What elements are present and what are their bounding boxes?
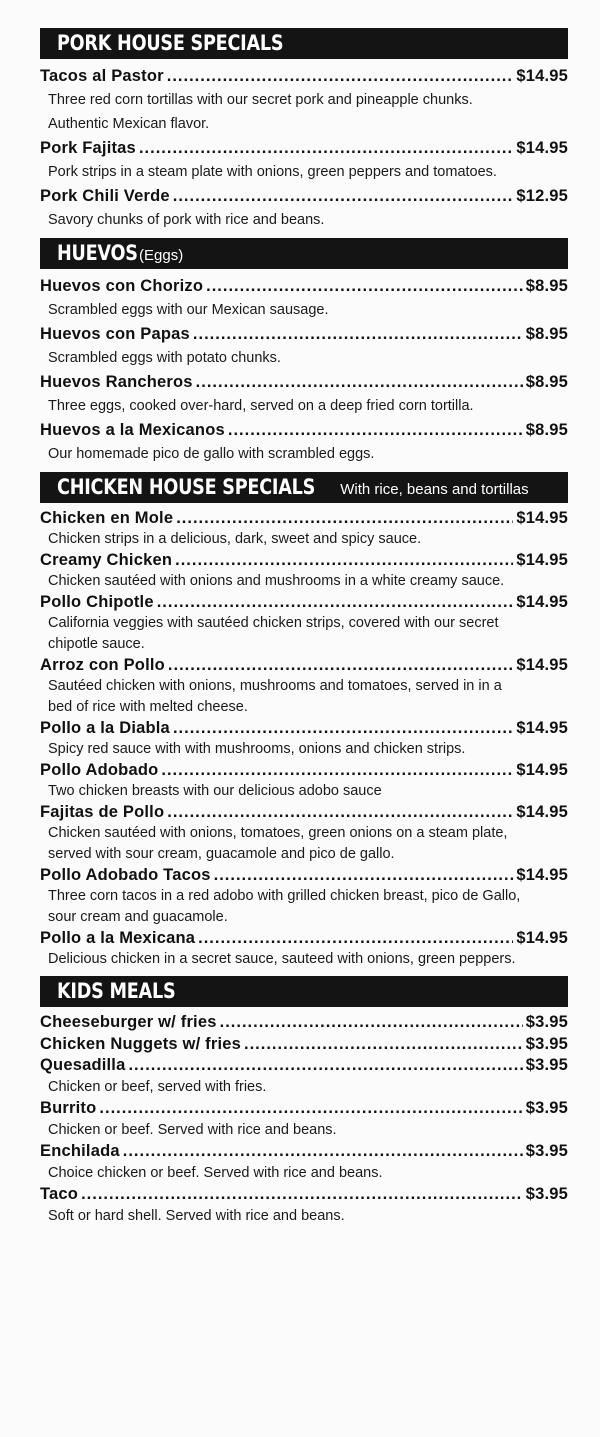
item-description: Sautéed chicken with onions, mushrooms and tomatoes, served in in a bed of rice with melted cheese. <box>48 678 502 715</box>
menu-item <box>40 928 568 949</box>
dot-leader <box>193 322 523 346</box>
dot-leader <box>161 760 513 781</box>
item-name: Taco <box>40 1185 79 1203</box>
item-price: $14.95 <box>516 551 568 569</box>
huevos-section <box>40 238 568 466</box>
section-subtitle: (Eggs) <box>139 247 184 264</box>
item-description: Our homemade pico de gallo with scrambled eggs. <box>48 446 375 462</box>
item-name: Creamy Chicken <box>40 551 173 569</box>
item-description: Delicious chicken in a secret sauce, sauteed with onions, green peppers. <box>48 951 516 967</box>
item-price: $14.95 <box>516 866 568 884</box>
section-title: KIDS MEALS <box>57 979 176 1003</box>
item-name: Tacos al Pastor <box>40 67 164 85</box>
dot-leader <box>244 1034 523 1056</box>
menu-item <box>40 370 568 394</box>
dot-leader <box>173 184 514 208</box>
item-description: Chicken sautéed with onions and mushrooms in a white creamy sauce. <box>48 573 505 589</box>
dot-leader <box>214 865 514 886</box>
menu-item <box>40 418 568 442</box>
item-description: Choice chicken or beef. Served with rice and beans. <box>48 1164 383 1181</box>
item-name: Pork Fajitas <box>40 139 136 157</box>
item-description: Three corn tacos in a red adobo with grilled chicken breast, pico de Gallo, sour cream and guacamole. <box>48 888 521 925</box>
item-name: Cheeseburger w/ fries <box>40 1013 217 1031</box>
item-description: Scrambled eggs with potato chunks. <box>48 350 281 366</box>
menu-item <box>40 274 568 298</box>
item-name: Burrito <box>40 1099 97 1117</box>
item-name: Pollo Chipotle <box>40 593 154 611</box>
item-description: Scrambled eggs with our Mexican sausage. <box>48 302 329 318</box>
item-name: Chicken Nuggets w/ fries <box>40 1034 242 1053</box>
dot-leader <box>196 370 523 394</box>
item-name: Fajitas de Pollo <box>40 803 165 821</box>
item-name: Pollo Adobado Tacos <box>40 866 211 884</box>
item-name: Huevos con Chorizo <box>40 277 204 295</box>
item-list <box>40 59 568 232</box>
menu-item <box>40 1055 568 1077</box>
menu-item <box>40 550 568 571</box>
item-name: Pork Chili Verde <box>40 187 170 205</box>
menu-item <box>40 1098 568 1120</box>
item-price: $8.95 <box>525 277 568 295</box>
item-list <box>40 503 568 970</box>
kids-section <box>40 976 568 1227</box>
section-title: HUEVOS <box>57 241 138 265</box>
item-description: Chicken or beef. Served with rice and beans. <box>48 1121 337 1138</box>
menu-item <box>40 1184 568 1206</box>
item-name: Chicken en Mole <box>40 509 174 527</box>
dot-leader <box>99 1098 522 1120</box>
dot-leader <box>157 592 514 613</box>
dot-leader <box>228 418 523 442</box>
menu-page <box>40 28 568 1233</box>
section-subtitle: With rice, beans and tortillas <box>340 481 529 498</box>
item-description: Chicken or beef, served with fries. <box>48 1078 267 1095</box>
item-list <box>40 1007 568 1227</box>
item-description: Chicken strips in a delicious, dark, sweet and spicy sauce. <box>48 531 422 547</box>
menu-item <box>40 718 568 739</box>
item-name: Pollo a la Diabla <box>40 719 170 737</box>
item-price: $3.95 <box>525 1034 568 1053</box>
dot-leader <box>176 508 513 529</box>
item-price: $8.95 <box>525 373 568 391</box>
menu-item <box>40 184 568 208</box>
item-price: $14.95 <box>516 67 568 85</box>
dot-leader <box>139 136 513 160</box>
item-price: $14.95 <box>516 509 568 527</box>
item-name: Huevos a la Mexicanos <box>40 421 225 439</box>
item-price: $3.95 <box>525 1099 568 1117</box>
section-title: CHICKEN HOUSE SPECIALS <box>57 475 316 499</box>
menu-item <box>40 592 568 613</box>
item-description: Two chicken breasts with our delicious adobo sauce <box>48 783 382 799</box>
item-description: Soft or hard shell. Served with rice and beans. <box>48 1207 345 1224</box>
section-title: PORK HOUSE SPECIALS <box>57 31 284 55</box>
menu-item <box>40 1034 568 1056</box>
item-name: Enchilada <box>40 1142 120 1160</box>
item-name: Pollo a la Mexicana <box>40 929 196 947</box>
item-price: $8.95 <box>525 421 568 439</box>
item-name: Huevos con Papas <box>40 325 190 343</box>
item-price: $3.95 <box>525 1013 568 1031</box>
dot-leader <box>206 274 523 298</box>
menu-item <box>40 655 568 676</box>
item-name: Quesadilla <box>40 1056 126 1074</box>
pork-section <box>40 28 568 232</box>
menu-item <box>40 508 568 529</box>
item-price: $14.95 <box>516 719 568 737</box>
menu-item <box>40 64 568 88</box>
item-list <box>40 269 568 466</box>
dot-leader <box>198 928 513 949</box>
item-name: Arroz con Pollo <box>40 656 165 674</box>
item-description: Pork strips in a steam plate with onions, green peppers and tomatoes. <box>48 164 497 180</box>
item-name: Huevos Rancheros <box>40 373 193 391</box>
dot-leader <box>167 64 514 88</box>
menu-item <box>40 1141 568 1163</box>
section-header <box>40 238 568 269</box>
item-description: Three red corn tortillas with our secret pork and pineapple chunks. Authentic Mexican flavor. <box>48 92 473 132</box>
menu-item <box>40 1012 568 1034</box>
item-description: Chicken sautéed with onions, tomatoes, green onions on a steam plate, served with sour cream, guacamole and pico de gallo. <box>48 825 508 862</box>
item-price: $3.95 <box>525 1185 568 1203</box>
item-price: $14.95 <box>516 593 568 611</box>
dot-leader <box>173 718 513 739</box>
menu-item <box>40 865 568 886</box>
menu-item <box>40 136 568 160</box>
section-header <box>40 28 568 59</box>
section-header <box>40 472 568 503</box>
item-price: $14.95 <box>516 656 568 674</box>
dot-leader <box>81 1184 523 1206</box>
item-name: Pollo Adobado <box>40 761 159 779</box>
menu-item <box>40 322 568 346</box>
item-description: Three eggs, cooked over-hard, served on a deep fried corn tortilla. <box>48 398 474 414</box>
item-price: $8.95 <box>525 325 568 343</box>
item-price: $14.95 <box>516 139 568 157</box>
dot-leader <box>168 655 513 676</box>
item-price: $14.95 <box>516 761 568 779</box>
dot-leader <box>123 1141 523 1163</box>
item-description: California veggies with sautéed chicken strips, covered with our secret chipotle sauce. <box>48 615 499 652</box>
item-price: $14.95 <box>516 803 568 821</box>
item-description: Savory chunks of pork with rice and beans. <box>48 212 325 228</box>
dot-leader <box>167 802 513 823</box>
item-price: $3.95 <box>525 1142 568 1160</box>
item-price: $14.95 <box>516 929 568 947</box>
item-price: $12.95 <box>516 187 568 205</box>
section-header <box>40 976 568 1007</box>
dot-leader <box>128 1055 522 1077</box>
chicken-section <box>40 472 568 970</box>
dot-leader <box>220 1012 523 1034</box>
dot-leader <box>175 550 513 571</box>
menu-item <box>40 760 568 781</box>
menu-item <box>40 802 568 823</box>
item-price: $3.95 <box>525 1056 568 1074</box>
item-description: Spicy red sauce with with mushrooms, onions and chicken strips. <box>48 741 466 757</box>
